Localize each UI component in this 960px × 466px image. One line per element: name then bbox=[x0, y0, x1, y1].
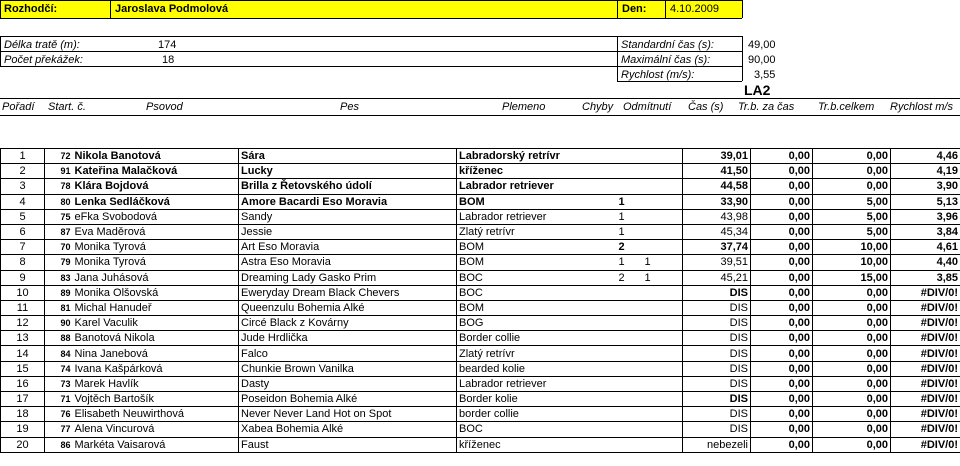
cell-handler: Ivana Kašpárková bbox=[73, 361, 239, 376]
cell-dog: Faust bbox=[239, 437, 457, 452]
cell-refusals bbox=[643, 331, 683, 346]
cell-start-number: 83 bbox=[45, 270, 73, 285]
cell-time-penalty: 0,00 bbox=[751, 346, 813, 361]
cell-handler: Monika Tyrová bbox=[73, 255, 239, 270]
cell-speed: #DIV/0! bbox=[891, 346, 960, 361]
cell-total-penalty: 0,00 bbox=[813, 376, 891, 391]
cell-breed: Labrador retriever bbox=[457, 376, 601, 391]
table-row bbox=[1, 240, 960, 255]
cell-handler: Elisabeth Neuwirthová bbox=[73, 407, 239, 422]
cell-start-number: 75 bbox=[45, 209, 73, 224]
cell-refusals bbox=[643, 179, 683, 194]
cell-dog: Jude Hrdlička bbox=[239, 331, 457, 346]
cell-dog: Art Eso Moravia bbox=[239, 240, 457, 255]
cell-rank: 19 bbox=[1, 422, 45, 437]
cell-handler: Monika Olšovská bbox=[73, 285, 239, 300]
cell-dog: Never Never Land Hot on Spot bbox=[239, 407, 457, 422]
cell-start-number: 88 bbox=[45, 331, 73, 346]
cell-start-number: 70 bbox=[45, 240, 73, 255]
table-row bbox=[1, 300, 960, 315]
cell-time-penalty: 0,00 bbox=[751, 209, 813, 224]
cell-rank: 4 bbox=[1, 194, 45, 209]
cell-handler: Klára Bojdová bbox=[73, 179, 239, 194]
cell-time: DIS bbox=[683, 285, 751, 300]
cell-start-number: 81 bbox=[45, 300, 73, 315]
cell-start-number: 86 bbox=[45, 437, 73, 452]
cell-faults bbox=[601, 149, 643, 164]
cell-time: 39,51 bbox=[683, 255, 751, 270]
cell-rank: 20 bbox=[1, 437, 45, 452]
cell-total-penalty: 0,00 bbox=[813, 285, 891, 300]
sct-value: 49,00 bbox=[748, 39, 776, 51]
cell-faults bbox=[601, 285, 643, 300]
col-dog: Pes bbox=[340, 101, 359, 113]
cell-total-penalty: 0,00 bbox=[813, 346, 891, 361]
table-row bbox=[1, 255, 960, 270]
cell-dog: Chunkie Brown Vanilka bbox=[239, 361, 457, 376]
cell-rank: 3 bbox=[1, 179, 45, 194]
class-name: LA2 bbox=[744, 82, 771, 98]
cell-refusals bbox=[643, 407, 683, 422]
cell-start-number: 90 bbox=[45, 316, 73, 331]
cell-refusals bbox=[643, 376, 683, 391]
cell-dog: Lucky bbox=[239, 164, 457, 179]
cell-start-number: 87 bbox=[45, 224, 73, 239]
judge-name: Jaroslava Podmolová bbox=[115, 3, 229, 15]
cell-rank: 13 bbox=[1, 331, 45, 346]
cell-time: DIS bbox=[683, 361, 751, 376]
cell-start-number: 76 bbox=[45, 407, 73, 422]
cell-total-penalty: 0,00 bbox=[813, 149, 891, 164]
cell-breed: BOM bbox=[457, 240, 601, 255]
cell-dog: Astra Eso Moravia bbox=[239, 255, 457, 270]
cell-breed: Border collie bbox=[457, 331, 601, 346]
cell-rank: 7 bbox=[1, 240, 45, 255]
cell-faults: 2 bbox=[601, 270, 643, 285]
cell-speed: #DIV/0! bbox=[891, 285, 960, 300]
course-length-value: 174 bbox=[158, 39, 177, 51]
cell-rank: 17 bbox=[1, 392, 45, 407]
col-breed: Plemeno bbox=[502, 101, 546, 113]
col-speed: Rychlost m/s bbox=[890, 101, 953, 113]
cell-faults bbox=[601, 437, 643, 452]
cell-handler: Monika Tyrová bbox=[73, 240, 239, 255]
cell-speed: #DIV/0! bbox=[891, 407, 960, 422]
cell-refusals bbox=[643, 437, 683, 452]
cell-breed: BOG bbox=[457, 316, 601, 331]
cell-speed: 4,46 bbox=[891, 149, 960, 164]
cell-dog: Brilla z Řetovského údolí bbox=[239, 179, 457, 194]
cell-refusals bbox=[643, 300, 683, 315]
cell-total-penalty: 10,00 bbox=[813, 255, 891, 270]
cell-rank: 12 bbox=[1, 316, 45, 331]
cell-time-penalty: 0,00 bbox=[751, 194, 813, 209]
cell-total-penalty: 5,00 bbox=[813, 224, 891, 239]
cell-total-penalty: 0,00 bbox=[813, 331, 891, 346]
cell-rank: 15 bbox=[1, 361, 45, 376]
cell-handler: Jana Juhásová bbox=[73, 270, 239, 285]
cell-dog: Sandy bbox=[239, 209, 457, 224]
cell-speed: #DIV/0! bbox=[891, 392, 960, 407]
cell-rank: 16 bbox=[1, 376, 45, 391]
date-label: Den: bbox=[622, 3, 647, 15]
cell-speed: #DIV/0! bbox=[891, 300, 960, 315]
table-row bbox=[1, 179, 960, 194]
cell-breed: BOM bbox=[457, 194, 601, 209]
cell-time: DIS bbox=[683, 407, 751, 422]
cell-refusals bbox=[643, 422, 683, 437]
cell-start-number: 79 bbox=[45, 255, 73, 270]
date-value: 4.10.2009 bbox=[670, 3, 719, 15]
cell-speed: 3,84 bbox=[891, 224, 960, 239]
cell-time: DIS bbox=[683, 422, 751, 437]
cell-breed: Labrador retriever bbox=[457, 209, 601, 224]
cell-rank: 2 bbox=[1, 164, 45, 179]
cell-speed: 3,85 bbox=[891, 270, 960, 285]
cell-faults bbox=[601, 300, 643, 315]
cell-total-penalty: 0,00 bbox=[813, 164, 891, 179]
cell-faults bbox=[601, 422, 643, 437]
col-total-penalty: Tr.b.celkem bbox=[818, 101, 875, 113]
cell-refusals bbox=[643, 224, 683, 239]
cell-speed: #DIV/0! bbox=[891, 437, 960, 452]
cell-speed: #DIV/0! bbox=[891, 361, 960, 376]
col-handler: Psovod bbox=[146, 101, 183, 113]
mct-label: Maximální čas (s): bbox=[621, 54, 711, 66]
cell-handler: Eva Maděrová bbox=[73, 224, 239, 239]
cell-refusals bbox=[643, 361, 683, 376]
obstacles-label: Počet překážek: bbox=[4, 54, 83, 66]
cell-speed: 3,90 bbox=[891, 179, 960, 194]
table-row bbox=[1, 437, 960, 452]
cell-dog: Poseidon Bohemia Alké bbox=[239, 392, 457, 407]
cell-faults bbox=[601, 316, 643, 331]
cell-handler: Vojtěch Bartošík bbox=[73, 392, 239, 407]
cell-faults bbox=[601, 346, 643, 361]
cell-faults bbox=[601, 407, 643, 422]
cell-time: 39,01 bbox=[683, 149, 751, 164]
cell-start-number: 73 bbox=[45, 376, 73, 391]
cell-refusals bbox=[643, 285, 683, 300]
cell-faults bbox=[601, 392, 643, 407]
cell-faults bbox=[601, 164, 643, 179]
cell-time-penalty: 0,00 bbox=[751, 361, 813, 376]
cell-breed: border collie bbox=[457, 407, 601, 422]
cell-handler: Banotová Nikola bbox=[73, 331, 239, 346]
table-row bbox=[1, 285, 960, 300]
cell-time-penalty: 0,00 bbox=[751, 392, 813, 407]
cell-time-penalty: 0,00 bbox=[751, 224, 813, 239]
cell-total-penalty: 10,00 bbox=[813, 240, 891, 255]
cell-handler: Alena Vincurová bbox=[73, 422, 239, 437]
cell-start-number: 71 bbox=[45, 392, 73, 407]
cell-breed: Zlatý retrívr bbox=[457, 346, 601, 361]
cell-total-penalty: 0,00 bbox=[813, 437, 891, 452]
cell-dog: Dasty bbox=[239, 376, 457, 391]
cell-rank: 5 bbox=[1, 209, 45, 224]
cell-time-penalty: 0,00 bbox=[751, 164, 813, 179]
cell-faults bbox=[601, 376, 643, 391]
column-header-row bbox=[0, 98, 960, 116]
results-table bbox=[0, 148, 960, 453]
table-row bbox=[1, 316, 960, 331]
speed-label: Rychlost (m/s): bbox=[621, 69, 695, 81]
cell-dog: Eweryday Dream Black Chevers bbox=[239, 285, 457, 300]
cell-time-penalty: 0,00 bbox=[751, 300, 813, 315]
cell-time-penalty: 0,00 bbox=[751, 270, 813, 285]
table-row bbox=[1, 164, 960, 179]
cell-refusals bbox=[643, 149, 683, 164]
cell-faults: 2 bbox=[601, 240, 643, 255]
cell-handler: Michal Hanudeř bbox=[73, 300, 239, 315]
cell-time: DIS bbox=[683, 331, 751, 346]
cell-time: 44,58 bbox=[683, 179, 751, 194]
table-row bbox=[1, 224, 960, 239]
cell-handler: Karel Vaculik bbox=[73, 316, 239, 331]
cell-rank: 11 bbox=[1, 300, 45, 315]
cell-total-penalty: 0,00 bbox=[813, 300, 891, 315]
cell-start-number: 80 bbox=[45, 194, 73, 209]
cell-faults: 1 bbox=[601, 194, 643, 209]
table-row bbox=[1, 407, 960, 422]
cell-time-penalty: 0,00 bbox=[751, 179, 813, 194]
cell-handler: Markéta Vaisarová bbox=[73, 437, 239, 452]
cell-handler: Lenka Sedláčková bbox=[73, 194, 239, 209]
cell-time-penalty: 0,00 bbox=[751, 422, 813, 437]
cell-total-penalty: 0,00 bbox=[813, 392, 891, 407]
cell-dog: Amore Bacardi Eso Moravia bbox=[239, 194, 457, 209]
cell-speed: #DIV/0! bbox=[891, 376, 960, 391]
col-start: Start. č. bbox=[48, 101, 86, 113]
cell-breed: BOM bbox=[457, 300, 601, 315]
cell-breed: bearded kolie bbox=[457, 361, 601, 376]
cell-time: 37,74 bbox=[683, 240, 751, 255]
cell-time: DIS bbox=[683, 300, 751, 315]
cell-breed: kříženec bbox=[457, 437, 601, 452]
cell-rank: 8 bbox=[1, 255, 45, 270]
cell-faults: 1 bbox=[601, 209, 643, 224]
cell-time: 33,90 bbox=[683, 194, 751, 209]
cell-speed: 4,61 bbox=[891, 240, 960, 255]
cell-breed: BOM bbox=[457, 255, 601, 270]
col-refusals: Odmítnutí bbox=[623, 101, 672, 113]
speed-value: 3,55 bbox=[754, 69, 776, 81]
table-row bbox=[1, 209, 960, 224]
cell-time: 41,50 bbox=[683, 164, 751, 179]
cell-time: DIS bbox=[683, 376, 751, 391]
cell-breed: Border kolie bbox=[457, 392, 601, 407]
cell-refusals bbox=[643, 209, 683, 224]
col-time-penalty: Tr.b. za čas bbox=[738, 101, 795, 113]
cell-time-penalty: 0,00 bbox=[751, 240, 813, 255]
table-row bbox=[1, 376, 960, 391]
cell-time-penalty: 0,00 bbox=[751, 437, 813, 452]
cell-refusals bbox=[643, 346, 683, 361]
cell-breed: BOC bbox=[457, 270, 601, 285]
cell-refusals bbox=[643, 164, 683, 179]
cell-faults: 1 bbox=[601, 255, 643, 270]
cell-speed: #DIV/0! bbox=[891, 331, 960, 346]
cell-rank: 1 bbox=[1, 149, 45, 164]
cell-refusals bbox=[643, 194, 683, 209]
cell-total-penalty: 5,00 bbox=[813, 209, 891, 224]
judge-label: Rozhodčí: bbox=[4, 3, 58, 15]
cell-time: 45,34 bbox=[683, 224, 751, 239]
cell-start-number: 77 bbox=[45, 422, 73, 437]
cell-time: 45,21 bbox=[683, 270, 751, 285]
table-row bbox=[1, 361, 960, 376]
cell-start-number: 74 bbox=[45, 361, 73, 376]
table-row bbox=[1, 346, 960, 361]
cell-refusals: 1 bbox=[643, 255, 683, 270]
col-faults: Chyby bbox=[582, 101, 614, 113]
cell-time-penalty: 0,00 bbox=[751, 285, 813, 300]
cell-speed: 4,19 bbox=[891, 164, 960, 179]
cell-start-number: 72 bbox=[45, 149, 73, 164]
cell-start-number: 78 bbox=[45, 179, 73, 194]
cell-dog: Circé Black z Kovárny bbox=[239, 316, 457, 331]
cell-speed: 5,13 bbox=[891, 194, 960, 209]
cell-time-penalty: 0,00 bbox=[751, 331, 813, 346]
cell-dog: Dreaming Lady Gasko Prim bbox=[239, 270, 457, 285]
cell-speed: #DIV/0! bbox=[891, 316, 960, 331]
cell-start-number: 89 bbox=[45, 285, 73, 300]
cell-breed: BOC bbox=[457, 422, 601, 437]
cell-refusals bbox=[643, 316, 683, 331]
cell-total-penalty: 0,00 bbox=[813, 361, 891, 376]
cell-dog: Jessie bbox=[239, 224, 457, 239]
cell-faults bbox=[601, 179, 643, 194]
col-time: Čas (s) bbox=[688, 101, 724, 113]
cell-time-penalty: 0,00 bbox=[751, 316, 813, 331]
cell-time: DIS bbox=[683, 346, 751, 361]
table-row bbox=[1, 149, 960, 164]
cell-speed: 3,96 bbox=[891, 209, 960, 224]
cell-dog: Xabea Bohemia Alké bbox=[239, 422, 457, 437]
cell-time: nebezeli bbox=[683, 437, 751, 452]
cell-refusals bbox=[643, 240, 683, 255]
cell-refusals bbox=[643, 392, 683, 407]
cell-total-penalty: 0,00 bbox=[813, 179, 891, 194]
cell-speed: 4,40 bbox=[891, 255, 960, 270]
cell-handler: Kateřina Malačková bbox=[73, 164, 239, 179]
cell-faults: 1 bbox=[601, 224, 643, 239]
cell-rank: 14 bbox=[1, 346, 45, 361]
cell-total-penalty: 15,00 bbox=[813, 270, 891, 285]
cell-time-penalty: 0,00 bbox=[751, 376, 813, 391]
mct-value: 90,00 bbox=[748, 54, 776, 66]
table-row bbox=[1, 194, 960, 209]
cell-rank: 9 bbox=[1, 270, 45, 285]
sct-label: Standardní čas (s): bbox=[621, 39, 714, 51]
cell-breed: BOC bbox=[457, 285, 601, 300]
cell-faults bbox=[601, 331, 643, 346]
cell-faults bbox=[601, 361, 643, 376]
cell-total-penalty: 5,00 bbox=[813, 194, 891, 209]
cell-total-penalty: 0,00 bbox=[813, 422, 891, 437]
cell-time-penalty: 0,00 bbox=[751, 255, 813, 270]
cell-refusals: 1 bbox=[643, 270, 683, 285]
cell-breed: Labradorský retrívr bbox=[457, 149, 601, 164]
cell-time-penalty: 0,00 bbox=[751, 149, 813, 164]
table-row bbox=[1, 422, 960, 437]
cell-rank: 6 bbox=[1, 224, 45, 239]
cell-total-penalty: 0,00 bbox=[813, 407, 891, 422]
cell-breed: kříženec bbox=[457, 164, 601, 179]
cell-time: DIS bbox=[683, 392, 751, 407]
cell-dog: Queenzulu Bohemia Alké bbox=[239, 300, 457, 315]
cell-time: DIS bbox=[683, 316, 751, 331]
cell-handler: eFka Svobodová bbox=[73, 209, 239, 224]
cell-dog: Falco bbox=[239, 346, 457, 361]
table-row bbox=[1, 331, 960, 346]
cell-start-number: 84 bbox=[45, 346, 73, 361]
cell-handler: Nikola Banotová bbox=[73, 149, 239, 164]
course-length-label: Délka tratě (m): bbox=[4, 39, 80, 51]
cell-rank: 18 bbox=[1, 407, 45, 422]
cell-dog: Sára bbox=[239, 149, 457, 164]
col-rank: Pořadí bbox=[2, 101, 35, 113]
cell-handler: Nina Janebová bbox=[73, 346, 239, 361]
cell-total-penalty: 0,00 bbox=[813, 316, 891, 331]
cell-handler: Marek Havlík bbox=[73, 376, 239, 391]
cell-speed: #DIV/0! bbox=[891, 422, 960, 437]
cell-time-penalty: 0,00 bbox=[751, 407, 813, 422]
cell-rank: 10 bbox=[1, 285, 45, 300]
table-row bbox=[1, 270, 960, 285]
obstacles-value: 18 bbox=[162, 54, 175, 66]
cell-breed: Labrador retriever bbox=[457, 179, 601, 194]
table-row bbox=[1, 392, 960, 407]
cell-start-number: 91 bbox=[45, 164, 73, 179]
cell-time: 43,98 bbox=[683, 209, 751, 224]
cell-breed: Zlatý retrívr bbox=[457, 224, 601, 239]
